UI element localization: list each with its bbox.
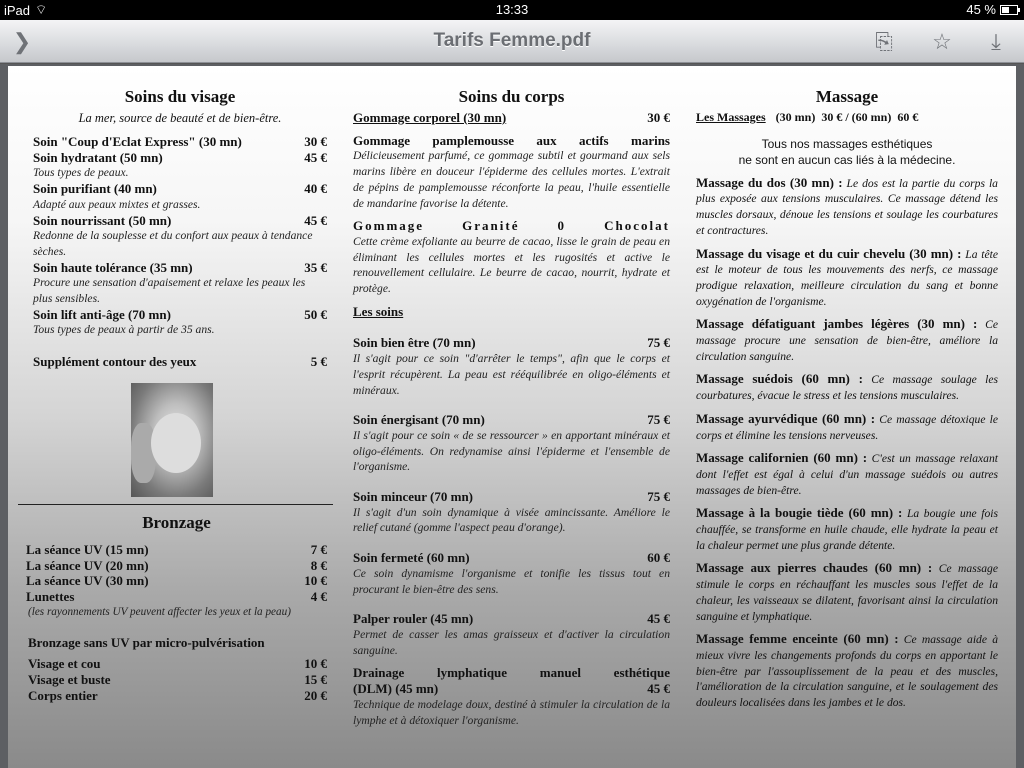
massage-name: Massage femme enceinte (60 mn) :: [696, 631, 899, 647]
treatment-description: Délicieusement parfumé, ce gommage subtil et gourmand aux sels marins libère en douceur l'épiderme des cellules mortes. L'extrait de pépins de pamplemousse réconforte la peau, l'huile essentielle de mandarine favorise la détente.: [353, 149, 670, 210]
price-item-name: Soin nourrissant (50 mn): [33, 212, 172, 228]
price-item-name: Visage et cou: [28, 656, 101, 672]
subsection-title: Les Massages: [696, 110, 766, 124]
price-item-price: 45 €: [304, 149, 327, 165]
massage-item: [696, 560, 998, 624]
price-item-price: 20 €: [304, 687, 327, 703]
massage-description: Ce massage détoxique le corps et élimine les tensions nerveuses.: [696, 412, 998, 442]
price-item-name: Soin "Coup d'Eclat Express" (30 mn): [33, 134, 242, 149]
price-item: [26, 589, 327, 605]
price-item: [33, 134, 327, 150]
price-item-name: Visage et buste: [28, 671, 111, 687]
price-item-price: 7 €: [310, 542, 327, 557]
massage-item: [696, 246, 998, 310]
subsection-title: Les soins: [353, 303, 404, 319]
subsection-title: Bronzage sans UV par micro-pulvérisation: [28, 634, 265, 650]
price-item-name: (DLM) (45 mn): [353, 681, 439, 697]
pdf-page[interactable]: [8, 66, 1016, 768]
document-title: Tarifs Femme.pdf: [433, 30, 591, 51]
massage-item: [696, 450, 998, 498]
item-description: Adapté aux peaux mixtes et grasses.: [33, 197, 201, 211]
treatment-name: Gommage Granité 0 Chocolat: [353, 218, 670, 234]
price-item: [26, 688, 327, 704]
price-item: [353, 110, 670, 126]
treatment-description: Ce soin dynamisme l'organisme et tonifie les tissus tout en procurant le bien-être des sens.: [353, 566, 670, 596]
massage-note: ne sont en aucun cas liés à la médecine.: [738, 152, 956, 167]
price-item-price: 10 €: [304, 573, 327, 589]
section-subtitle: La mer, source de beauté et de bien-être.: [78, 111, 282, 125]
price-item: [26, 542, 327, 558]
massage-note: Tous nos massages esthétiques: [761, 136, 933, 151]
column-corps: [353, 86, 670, 728]
wifi-icon: ⌔: [35, 2, 48, 17]
massage-pricing: [696, 110, 998, 126]
treatment-name: Gommage pamplemousse aux actifs marins: [353, 132, 670, 148]
massage-name: Massage à la bougie tiède (60 mn) :: [696, 505, 903, 521]
massage-name: Massage californien (60 mn) :: [696, 450, 868, 466]
price-item: [33, 354, 327, 370]
price-item: [353, 489, 670, 505]
clock: 13:33: [495, 2, 529, 17]
price-item: [353, 335, 670, 351]
toolbar: [0, 20, 1024, 63]
massage-description: La tête est le moteur de tous les mouvements des nerfs, ce massage prodigue relaxation, meilleure circulation du sang et bonne oxygénation de l'organisme.: [696, 247, 998, 308]
download-icon[interactable]: ⤓: [991, 29, 1001, 54]
price-item: [33, 260, 327, 276]
share-icon[interactable]: ⎘: [875, 29, 893, 54]
treatment-description: Il s'agit pour ce soin « de se ressourcer » en apportant minéraux et oligo-éléments. On redynamise ainsi l'épiderme et l'ensemble de l'organisme.: [353, 428, 670, 474]
price-item-name: La séance UV (30 mn): [26, 573, 149, 589]
item-description: Tous types de peaux à partir de 35 ans.: [33, 323, 215, 337]
price-item-name: Soin haute tolérance (35 mn): [33, 259, 193, 275]
price-item-name: La séance UV (15 mn): [26, 542, 149, 557]
chevron-right-icon[interactable]: ❯: [12, 29, 32, 54]
price-item-name: Soin fermeté (60 mn): [353, 550, 470, 566]
massage-description: C'est un massage relaxant dont l'effet est égal à celui d'un massage suédois ou autres massages de bien-être.: [696, 452, 998, 497]
massage-item: [696, 316, 998, 364]
treatment-description: Technique de modelage doux, destiné à stimuler la circulation de la lymphe et à détoxiquer l'organisme.: [353, 697, 670, 727]
price-item-name: Soin énergisant (70 mn): [353, 412, 485, 428]
price-item-price: 75 €: [647, 335, 670, 351]
price-item: [26, 672, 327, 688]
massage-description: Ce massage soulage les courbatures, évacue le stress et les tensions musculaires.: [696, 373, 999, 403]
price-item: [33, 213, 327, 229]
price-item-name: Soin purifiant (40 mn): [33, 181, 157, 197]
price-item: [26, 558, 327, 574]
section-title: Bronzage: [142, 513, 211, 532]
massage-item: [696, 631, 998, 711]
section-title: Soins du corps: [458, 87, 565, 106]
price-item: [33, 181, 327, 197]
massage-description: Ce massage stimule le corps en réchauffant les muscles sous l'effet de la chaleur, les vaisseaux se dilatent, favorisant ainsi la circulation sanguine et lymphatique.: [696, 562, 998, 623]
price-item: [353, 550, 670, 566]
massage-name: Massage ayurvédique (60 mn) :: [696, 410, 876, 426]
price-item-price: 8 €: [310, 557, 327, 573]
bronzage-note: (les rayonnements UV peuvent affecter les yeux et la peau): [28, 605, 291, 618]
treatment-description: Permet de casser les amas graisseux et d'activer la circulation sanguine.: [353, 627, 670, 657]
massage-name: Massage aux pierres chaudes (60 mn) :: [696, 560, 933, 576]
price-item: [353, 412, 670, 428]
price-item-price: 10 €: [304, 656, 327, 672]
treatment-description: Cette crème exfoliante au beurre de cacao, lisse le grain de peau en éliminant les cellules mortes et les rugosités et active le renouvellement cellulaire. Le beurre de cacao, nourrit, hydrate et protège.: [353, 234, 670, 296]
price-item-price: 60 €: [647, 550, 670, 566]
price-item-name: La séance UV (20 mn): [26, 557, 149, 573]
star-icon[interactable]: ☆: [932, 29, 952, 54]
massage-item: [696, 505, 998, 553]
divider: [18, 504, 333, 505]
treatment-name: Drainage lymphatique manuel esthétique: [353, 665, 670, 681]
price-item-name: Soin lift anti-âge (70 mn): [33, 306, 171, 322]
column-massage: [696, 86, 998, 711]
price-item: [33, 150, 327, 166]
price-item-name: Supplément contour des yeux: [33, 354, 197, 370]
massage-name: Massage du visage et du cuir chevelu (30 mn) :: [696, 245, 962, 261]
battery-icon: [1000, 5, 1018, 15]
treatment-description: Il s'agit pour ce soin "d'arrêter le temps", afin que le corps et l'esprit récupèrent. La peau est rééquilibrée en oligo-éléments et minéraux.: [353, 352, 670, 397]
price-item-price: 45 €: [647, 611, 670, 627]
facial-treatment-photo: [131, 383, 213, 497]
price-item-price: 45 €: [304, 212, 327, 228]
section-title: Soins du visage: [124, 87, 236, 106]
massage-item: [696, 371, 998, 403]
price-item-name: Palper rouler (45 mn): [353, 611, 474, 627]
price-item-price: 5 €: [310, 354, 327, 370]
pricing-text: (30 mn) 30 € / (60 mn) 60 €: [775, 110, 919, 124]
section-title: Massage: [815, 87, 879, 106]
price-item-price: 75 €: [647, 412, 670, 428]
price-item-price: 45 €: [647, 681, 670, 697]
item-description: Procure une sensation d'apaisement et relaxe les peaux les plus sensibles.: [33, 276, 306, 306]
massage-item: [696, 411, 998, 443]
item-description: Redonne de la souplesse et du confort aux peaux à tendance sèches.: [33, 229, 313, 258]
price-item-name: Corps entier: [28, 687, 98, 703]
column-visage: [33, 86, 327, 370]
device-name: iPad: [4, 2, 31, 18]
price-item-price: 40 €: [304, 181, 327, 197]
item-description: Tous types de peaux.: [33, 166, 129, 180]
massage-name: Massage du dos (30 mn) :: [696, 174, 843, 190]
massage-item: [696, 175, 998, 239]
price-item-price: 75 €: [647, 489, 670, 505]
price-item-price: 30 €: [304, 134, 327, 149]
status-bar: [0, 0, 1024, 20]
price-item: [353, 681, 670, 697]
treatment-description: Il s'agit d'un soin dynamique à visée amincissante. Améliore le relief cutané (gomme l'aspect peau d'orange).: [353, 505, 670, 535]
price-item-name: Soin hydratant (50 mn): [33, 149, 163, 165]
massage-name: Massage défatiguant jambes légères (30 mn) :: [696, 316, 978, 332]
column-bronzage: [26, 512, 327, 703]
battery-percent: 45 %: [966, 2, 996, 17]
massage-description: Ce massage aide à mieux vivre les changements profonds du corps en apportant le bien-être par l'assouplissement de la peau et des muscles, l'amélioration de la circulation sanguine, et le soulagement des douleurs localisées dans les jambes et le dos.: [696, 633, 998, 710]
massage-name: Massage suédois (60 mn) :: [696, 371, 863, 387]
price-item-price: 30 €: [647, 110, 670, 125]
price-item: [26, 573, 327, 589]
price-item: [26, 656, 327, 672]
massage-description: La bougie une fois chauffée, se transforme en huile chaude, elle hydrate la peau et la chaleur permet une plus grande détente.: [696, 507, 998, 552]
price-item-name: Lunettes: [26, 589, 75, 605]
price-item-name: Soin minceur (70 mn): [353, 489, 474, 505]
price-item: [353, 611, 670, 627]
price-item-name: Soin bien être (70 mn): [353, 335, 476, 351]
price-item-price: 35 €: [304, 259, 327, 275]
massage-description: Le dos est la partie du corps la plus exposée aux tensions musculaires. Ce massage détend les muscles dorsaux, dénoue les tensions et soulage les courbatures et contractures.: [696, 176, 998, 237]
price-item-name: Gommage corporel (30 mn): [353, 110, 507, 125]
price-item-price: 15 €: [304, 671, 327, 687]
price-item: [33, 307, 327, 323]
price-item-price: 4 €: [310, 589, 327, 605]
massage-description: Ce massage procure une sensation de bien-être, améliore la circulation sanguine.: [696, 318, 998, 363]
price-item-price: 50 €: [304, 306, 327, 322]
